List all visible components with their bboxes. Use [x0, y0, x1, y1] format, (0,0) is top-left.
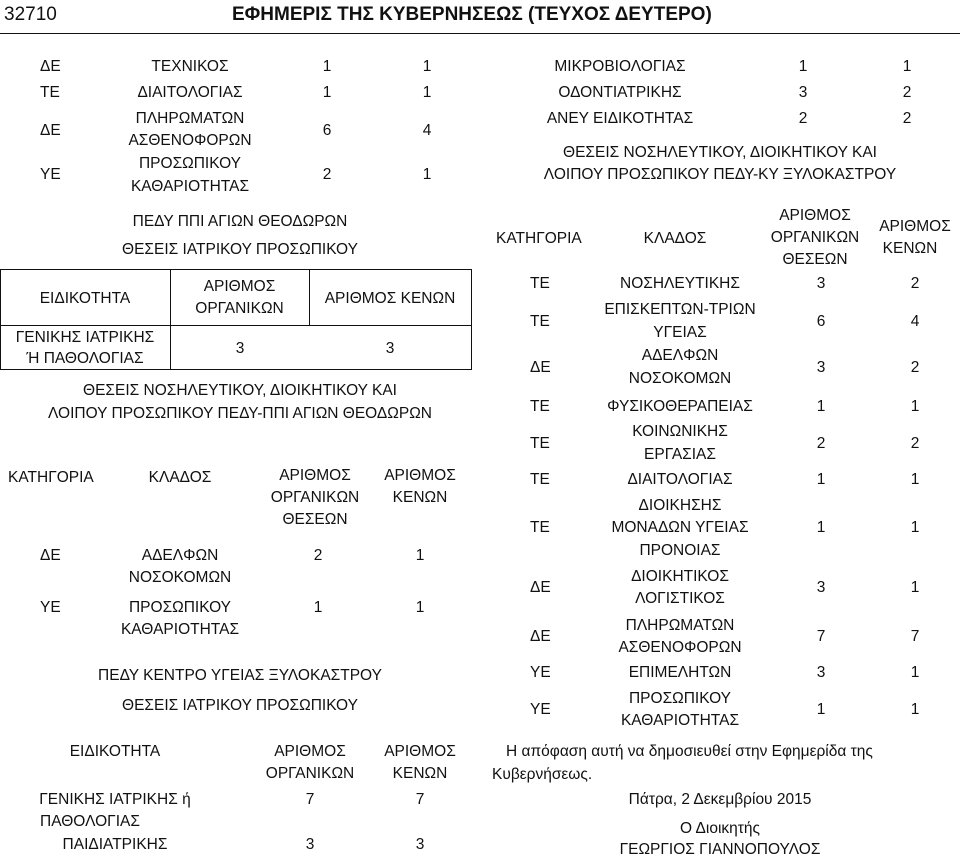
right-header-category: ΚΑΤΗΓΟΡΙΑ — [496, 230, 582, 247]
right-row4-vac: 1 — [910, 398, 920, 415]
right-row6-branch: ΔΙΑΙΤΟΛΟΓΙΑΣ — [627, 471, 733, 488]
right-top-vac-3: 2 — [902, 110, 912, 127]
right-row10-vac: 1 — [910, 664, 920, 681]
right-row7-branch-c: ΠΡΟΝΟΙΑΣ — [639, 542, 721, 559]
closing-text-line2: Κυβερνήσεως. — [492, 766, 593, 783]
left-top-branch-4b: ΚΑΘΑΡΙΟΤΗΤΑΣ — [130, 178, 250, 195]
section2-row1-spec-a: ΓΕΝΙΚΗΣ ΙΑΤΡΙΚΗΣ ή — [39, 791, 191, 808]
closing-name: ΓΕΩΡΓΙΟΣ ΓΙΑΝΝΟΠΟΥΛΟΣ — [619, 841, 821, 858]
section2-header-vacant-b: ΚΕΝΩΝ — [392, 765, 448, 782]
gazette-title: ΕΦΗΜΕΡΙΣ ΤΗΣ ΚΥΒΕΡΝΗΣΕΩΣ (ΤΕΥΧΟΣ ΔΕΥΤΕΡΟ) — [232, 4, 712, 25]
right-column — [480, 0, 960, 857]
right-row7-cat: ΤΕ — [530, 519, 550, 536]
right-row1-cat: ΤΕ — [530, 275, 550, 292]
section1-row-specialty-b: Ή ΠΑΘΟΛΟΓΙΑΣ — [26, 350, 144, 367]
closing-text-line1: Η απόφαση αυτή να δημοσιευθεί στην Εφημερίδα της — [506, 743, 873, 760]
section1-col-organic-a: ΑΡΙΘΜΟΣ — [203, 278, 276, 295]
right-row2-org: 6 — [816, 313, 826, 330]
right-row2-branch-a: ΕΠΙΣΚΕΠΤΩΝ-ΤΡΙΩΝ — [604, 301, 756, 318]
right-top-org-1: 1 — [798, 58, 808, 75]
section1-row2-vac: 1 — [415, 599, 425, 616]
right-row7-branch-b: ΜΟΝΑΔΩΝ ΥΓΕΙΑΣ — [611, 519, 749, 536]
section1-row1-vac: 1 — [415, 547, 425, 564]
right-row5-vac: 2 — [910, 435, 920, 452]
left-top-cat-3: ΔΕ — [40, 122, 61, 139]
right-row11-branch-b: ΚΑΘΑΡΙΟΤΗΤΑΣ — [620, 712, 740, 729]
closing-role: Ο Διοικητής — [680, 820, 760, 837]
left-top-org-1: 1 — [322, 58, 332, 75]
right-row2-cat: ΤΕ — [530, 313, 550, 330]
section2-subtitle: ΘΕΣΕΙΣ ΙΑΤΡΙΚΟΥ ΠΡΟΣΩΠΙΚΟΥ — [122, 697, 358, 714]
right-row1-vac: 2 — [910, 275, 920, 292]
right-header-vacant-a: ΑΡΙΘΜΟΣ — [879, 218, 951, 235]
section1-nursing-title-a: ΘΕΣΕΙΣ ΝΟΣΗΛΕΥΤΙΚΟΥ, ΔΙΟΙΚΗΤΙΚΟΥ ΚΑΙ — [83, 382, 397, 399]
section1-header-category: ΚΑΤΗΓΟΡΙΑ — [8, 469, 94, 486]
right-row8-vac: 1 — [910, 579, 920, 596]
right-row11-branch-a: ΠΡΟΣΩΠΙΚΟΥ — [628, 690, 731, 707]
section1-row1-branch-b: ΝΟΣΟΚΟΜΩΝ — [128, 569, 232, 586]
section2-row2-spec: ΠΑΙΔΙΑΤΡΙΚΗΣ — [62, 836, 168, 853]
right-row9-org: 7 — [816, 628, 826, 645]
section2-header-organic-b: ΟΡΓΑΝΙΚΩΝ — [265, 765, 355, 782]
left-top-cat-2: ΤΕ — [40, 84, 60, 101]
right-row3-branch-a: ΑΔΕΛΦΩΝ — [641, 347, 719, 364]
right-top-org-2: 3 — [798, 84, 808, 101]
left-top-cat-4: ΥΕ — [40, 166, 61, 183]
section1-subtitle: ΘΕΣΕΙΣ ΙΑΤΡΙΚΟΥ ΠΡΟΣΩΠΙΚΟΥ — [122, 241, 358, 258]
right-header-vacant-b: ΚΕΝΩΝ — [882, 240, 938, 257]
left-top-org-3: 6 — [322, 122, 332, 139]
right-row9-branch-b: ΑΣΘΕΝΟΦΟΡΩΝ — [618, 639, 742, 656]
right-row2-vac: 4 — [910, 313, 920, 330]
right-row6-org: 1 — [816, 471, 826, 488]
section1-row1-org: 2 — [313, 547, 323, 564]
section2-header-vacant-a: ΑΡΙΘΜΟΣ — [384, 743, 456, 760]
right-row7-vac: 1 — [910, 519, 920, 536]
section1-col-vacant: ΑΡΙΘΜΟΣ ΚΕΝΩΝ — [324, 290, 456, 307]
right-row7-org: 1 — [816, 519, 826, 536]
right-row5-org: 2 — [816, 435, 826, 452]
left-top-vac-3: 4 — [422, 122, 432, 139]
left-column — [0, 0, 480, 857]
right-top-branch-3: ΑΝΕΥ ΕΙΔΙΚΟΤΗΤΑΣ — [546, 110, 694, 127]
right-row8-branch-b: ΛΟΓΙΣΤΙΚΟΣ — [635, 590, 725, 607]
right-row10-cat: ΥΕ — [530, 664, 551, 681]
right-row11-cat: ΥΕ — [530, 701, 551, 718]
section1-row2-cat: ΥΕ — [40, 599, 61, 616]
section1-header-branch: ΚΛΑΔΟΣ — [148, 469, 212, 486]
section2-row1-vac: 7 — [415, 791, 425, 808]
section1-header-organic-b: ΟΡΓΑΝΙΚΩΝ — [270, 489, 360, 506]
section2-row2-vac: 3 — [415, 836, 425, 853]
section1-title: ΠΕΔΥ ΠΠΙ ΑΓΙΩΝ ΘΕΟΔΩΡΩΝ — [132, 213, 348, 230]
right-row4-org: 1 — [816, 398, 826, 415]
section1-row-organic: 3 — [235, 340, 245, 357]
right-row3-org: 3 — [816, 359, 826, 376]
page-number: 32710 — [4, 4, 57, 25]
right-row5-cat: ΤΕ — [530, 435, 550, 452]
left-top-vac-2: 1 — [422, 84, 432, 101]
right-row2-branch-b: ΥΓΕΙΑΣ — [653, 324, 707, 341]
left-top-cat-1: ΔΕ — [40, 58, 61, 75]
section1-row2-branch-a: ΠΡΟΣΩΠΙΚΟΥ — [128, 599, 231, 616]
right-row5-branch-a: ΚΟΙΝΩΝΙΚΗΣ — [632, 423, 728, 440]
right-row1-org: 3 — [816, 275, 826, 292]
left-top-org-2: 1 — [322, 84, 332, 101]
right-row3-vac: 2 — [910, 359, 920, 376]
section2-header-specialty: ΕΙΔΙΚΟΤΗΤΑ — [69, 743, 161, 760]
left-top-branch-4a: ΠΡΟΣΩΠΙΚΟΥ — [138, 155, 241, 172]
right-top-branch-1: ΜΙΚΡΟΒΙΟΛΟΓΙΑΣ — [554, 58, 686, 75]
right-row6-cat: ΤΕ — [530, 471, 550, 488]
section1-col-specialty: ΕΙΔΙΚΟΤΗΤΑ — [39, 290, 131, 307]
right-row8-branch-a: ΔΙΟΙΚΗΤΙΚΟΣ — [631, 568, 729, 585]
right-top-branch-2: ΟΔΟΝΤΙΑΤΡΙΚΗΣ — [558, 84, 682, 101]
right-row11-org: 1 — [816, 701, 826, 718]
right-row9-branch-a: ΠΛΗΡΩΜΑΤΩΝ — [625, 617, 735, 634]
section1-header-vacant-b: ΚΕΝΩΝ — [392, 489, 448, 506]
left-top-branch-3b: ΑΣΘΕΝΟΦΟΡΩΝ — [128, 132, 252, 149]
section1-row-vacant: 3 — [385, 340, 395, 357]
right-row1-branch: ΝΟΣΗΛΕΥΤΙΚΗΣ — [620, 275, 740, 292]
left-top-org-4: 2 — [322, 166, 332, 183]
section1-row2-org: 1 — [313, 599, 323, 616]
closing-place-date: Πάτρα, 2 Δεκεμβρίου 2015 — [628, 791, 812, 808]
right-row9-cat: ΔΕ — [530, 628, 551, 645]
right-row4-cat: ΤΕ — [530, 398, 550, 415]
right-nursing-title-a: ΘΕΣΕΙΣ ΝΟΣΗΛΕΥΤΙΚΟΥ, ΔΙΟΙΚΗΤΙΚΟΥ ΚΑΙ — [563, 144, 877, 161]
section1-col-organic-b: ΟΡΓΑΝΙΚΩΝ — [195, 300, 284, 317]
right-top-vac-2: 2 — [902, 84, 912, 101]
right-row3-branch-b: ΝΟΣΟΚΟΜΩΝ — [628, 370, 732, 387]
left-top-vac-4: 1 — [422, 166, 432, 183]
section1-row2-branch-b: ΚΑΘΑΡΙΟΤΗΤΑΣ — [120, 621, 240, 638]
section2-title: ΠΕΔΥ ΚΕΝΤΡΟ ΥΓΕΙΑΣ ΞΥΛΟΚΑΣΤΡΟΥ — [98, 667, 382, 684]
right-top-vac-1: 1 — [902, 58, 912, 75]
right-row5-branch-b: ΕΡΓΑΣΙΑΣ — [644, 446, 716, 463]
right-header-organic-c: ΘΕΣΕΩΝ — [782, 251, 848, 268]
section1-nursing-title-b: ΛΟΙΠΟΥ ΠΡΟΣΩΠΙΚΟΥ ΠΕΔΥ-ΠΠΙ ΑΓΙΩΝ ΘΕΟΔΩΡΩΝ — [48, 405, 432, 422]
right-row10-branch: ΕΠΙΜΕΛΗΤΩΝ — [628, 664, 732, 681]
section1-row1-cat: ΔΕ — [40, 547, 61, 564]
right-row11-vac: 1 — [910, 701, 920, 718]
section2-row2-org: 3 — [305, 836, 315, 853]
section2-header-organic-a: ΑΡΙΘΜΟΣ — [274, 743, 346, 760]
right-top-org-3: 2 — [798, 110, 808, 127]
right-row10-org: 3 — [816, 664, 826, 681]
left-top-vac-1: 1 — [422, 58, 432, 75]
right-row7-branch-a: ΔΙΟΙΚΗΣΗΣ — [638, 497, 722, 514]
right-header-branch: ΚΛΑΔΟΣ — [643, 230, 707, 247]
section2-row1-org: 7 — [305, 791, 315, 808]
right-row3-cat: ΔΕ — [530, 359, 551, 376]
section1-header-organic-c: ΘΕΣΕΩΝ — [282, 511, 348, 528]
section1-row-specialty-a: ΓΕΝΙΚΗΣ ΙΑΤΡΙΚΗΣ — [15, 329, 155, 346]
left-top-branch-2: ΔΙΑΙΤΟΛΟΓΙΑΣ — [137, 84, 243, 101]
right-row9-vac: 7 — [910, 628, 920, 645]
right-header-organic-b: ΟΡΓΑΝΙΚΩΝ — [770, 229, 860, 246]
section1-header-vacant-a: ΑΡΙΘΜΟΣ — [384, 467, 456, 484]
right-row6-vac: 1 — [910, 471, 920, 488]
right-row8-org: 3 — [816, 579, 826, 596]
left-top-branch-1: ΤΕΧΝΙΚΟΣ — [151, 58, 229, 75]
section1-header-organic-a: ΑΡΙΘΜΟΣ — [279, 467, 351, 484]
right-row8-cat: ΔΕ — [530, 579, 551, 596]
right-header-organic-a: ΑΡΙΘΜΟΣ — [779, 207, 851, 224]
left-top-branch-3a: ΠΛΗΡΩΜΑΤΩΝ — [135, 110, 245, 127]
section2-row1-spec-b: ΠΑΘΟΛΟΓΙΑΣ — [40, 813, 140, 830]
right-row4-branch: ΦΥΣΙΚΟΘΕΡΑΠΕΙΑΣ — [607, 398, 753, 415]
right-nursing-title-b: ΛΟΙΠΟΥ ΠΡΟΣΩΠΙΚΟΥ ΠΕΔΥ-ΚΥ ΞΥΛΟΚΑΣΤΡΟΥ — [543, 166, 897, 183]
section1-row1-branch-a: ΑΔΕΛΦΩΝ — [141, 547, 219, 564]
